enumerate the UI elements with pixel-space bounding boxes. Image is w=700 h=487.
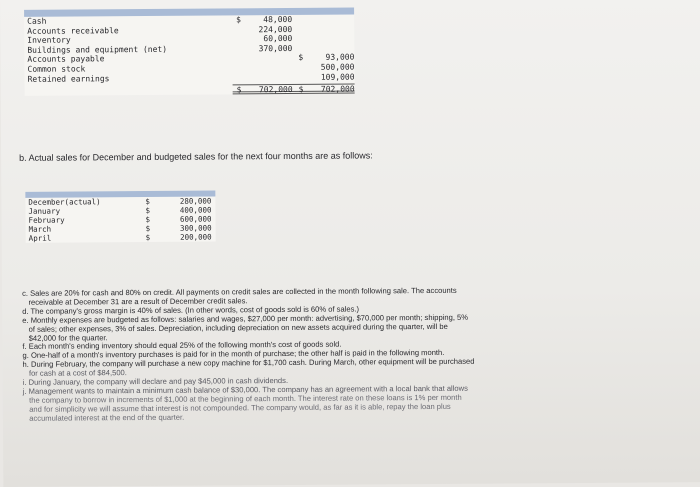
note-line: c. Sales are 20% for cash and 80% on credit. All payments on credit sales are collected in the month following sale. The accounts	[22, 285, 457, 298]
note-line: the company to borrow in increments of $1,000 at the beginning of each month. The interest rate on these loans is 1% per month	[22, 392, 462, 405]
sales-month-label: January	[28, 206, 61, 216]
note-line: h. During February, the company will purchase a new copy machine for $1,700 cash. During March, other equipment will be purchased	[22, 356, 475, 370]
balance-currency-1: $	[236, 15, 242, 25]
balance-row-label: Common stock	[27, 64, 86, 74]
sales-month-label: December(actual)	[28, 197, 101, 207]
balance-value-1: 48,000	[263, 14, 293, 25]
total-currency-1: $	[236, 85, 242, 95]
note-line: for cash at a cost of $84,500.	[22, 368, 127, 379]
sales-month-label: April	[28, 233, 52, 243]
sales-currency: $	[145, 214, 151, 224]
note-line: d. The company's gross margin is 40% of sales. (In other words, cost of goods sold is 60% of sales.)	[22, 304, 360, 316]
balance-total-row	[233, 84, 355, 94]
balance-value-2: 109,000	[320, 72, 355, 82]
note-line: and for simplicity we will assume that interest is not compounded. The company would, as far as it is able, repay the loan plus	[22, 401, 451, 414]
balance-value-2: 93,000	[325, 52, 355, 63]
balance-currency-2: $	[298, 53, 304, 63]
balance-row-label: Inventory	[27, 35, 71, 45]
sales-month-label: February	[28, 215, 65, 225]
balance-value-1: 370,000	[258, 43, 293, 53]
total-value-1: 702,000	[258, 85, 293, 95]
balance-row-label: Retained earnings	[27, 73, 110, 84]
balance-row-label: Accounts payable	[27, 54, 105, 65]
sales-value: 280,000	[179, 196, 212, 206]
sales-value: 300,000	[179, 223, 212, 233]
balance-row	[25, 72, 355, 84]
sales-value: 600,000	[179, 214, 212, 224]
part-b-heading: b. Actual sales for December and budgeted sales for the next four months are as follows:	[19, 150, 373, 163]
total-currency-2: $	[298, 85, 304, 95]
note-line: accumulated interest at the end of the quarter.	[22, 412, 185, 423]
note-line: $42,000 for the quarter.	[22, 332, 108, 343]
note-line: g. One-half of a month's inventory purchases is paid for in the month of purchase; the other half is paid in the following month.	[22, 348, 445, 361]
note-line: i. During January, the company will declare and pay $45,000 in cash dividends.	[22, 376, 289, 387]
balance-row-label: Cash	[27, 16, 47, 26]
sales-currency: $	[145, 196, 150, 206]
sales-currency: $	[145, 223, 151, 233]
balance-sheet-table	[24, 8, 355, 96]
sales-value: 200,000	[180, 232, 212, 242]
note-line: j. Management wants to maintain a minimum cash balance of $30,000. The company has an agreement with a local bank that allows	[22, 383, 468, 396]
assumption-notes	[22, 285, 689, 423]
sales-row	[26, 233, 216, 243]
balance-value-2: 500,000	[320, 62, 355, 72]
note-line: receivable at December 31 are a result of December credit sales.	[22, 296, 248, 307]
balance-value-1: 60,000	[263, 34, 293, 44]
balance-value-1: 224,000	[258, 24, 293, 34]
sales-month-label: March	[28, 224, 52, 234]
sales-currency: $	[145, 205, 151, 215]
balance-row-label: Accounts receivable	[27, 25, 119, 36]
total-value-2: 702,000	[320, 84, 355, 94]
balance-row-label: Buildings and equipment (net)	[27, 44, 168, 55]
sales-value: 400,000	[179, 205, 212, 215]
note-line: of sales; other expenses, 3% of sales. Depreciation, including depreciation on new assets acquired during the quarter, will be	[22, 321, 448, 334]
note-line: f. Each month's ending inventory should equal 25% of the following month's cost of goods sold.	[22, 340, 342, 352]
sales-table	[25, 191, 215, 243]
note-line: e. Monthly expenses are budgeted as follows: salaries and wages, $27,000 per month: advertising, $70,000 per month; shipping, 5%	[22, 312, 469, 325]
sales-currency: $	[145, 232, 151, 242]
